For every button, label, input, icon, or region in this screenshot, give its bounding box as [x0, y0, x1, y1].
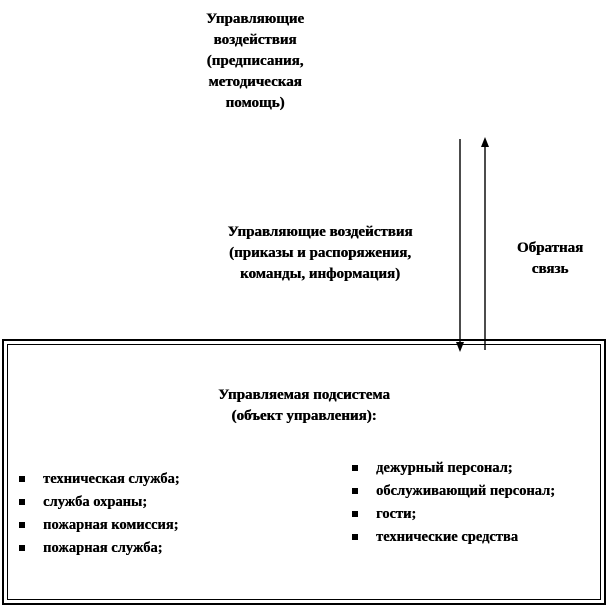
- left-bullet-list: [19, 468, 180, 560]
- list-item-text: дежурный персонал;: [376, 460, 513, 476]
- square-bullet-icon: [352, 465, 358, 471]
- list-item-text: техническая служба;: [43, 471, 180, 487]
- mid-label-line: (приказы и распоряжения,: [228, 245, 411, 261]
- top-label-line: (предписания,: [206, 53, 304, 69]
- list-item: [19, 491, 180, 514]
- list-item: [19, 537, 180, 560]
- list-item-text: пожарная комиссия;: [43, 517, 179, 533]
- square-bullet-icon: [19, 522, 25, 528]
- list-item: [352, 480, 555, 503]
- list-item: [352, 503, 555, 526]
- feedback-label: [500, 238, 600, 280]
- square-bullet-icon: [352, 488, 358, 494]
- feedback-label-line: связь: [531, 261, 569, 277]
- square-bullet-icon: [352, 534, 358, 540]
- list-item-text: технические средства: [376, 529, 518, 545]
- top-label-line: Управляющие: [205, 11, 305, 27]
- mid-label-line: Управляющие воздействия: [227, 224, 413, 240]
- list-item-text: пожарная служба;: [43, 540, 163, 556]
- managed-subsystem-box: [2, 339, 606, 605]
- control-actions-label: [200, 222, 440, 285]
- top-label-line: помощь): [225, 95, 285, 111]
- list-item-text: служба охраны;: [43, 494, 148, 510]
- square-bullet-icon: [19, 499, 25, 505]
- top-control-label: [190, 9, 320, 114]
- subsystem-title-line: (объект управления):: [231, 408, 377, 424]
- subsystem-title: [154, 385, 454, 427]
- top-label-line: воздействия: [213, 32, 297, 48]
- top-label-line: методическая: [208, 74, 302, 90]
- square-bullet-icon: [19, 476, 25, 482]
- feedback-arrow-head: [481, 137, 489, 147]
- square-bullet-icon: [19, 545, 25, 551]
- square-bullet-icon: [352, 511, 358, 517]
- list-item: [352, 457, 555, 480]
- subsystem-title-line: Управляемая подсистема: [218, 387, 390, 403]
- feedback-label-line: Обратная: [516, 240, 584, 256]
- list-item: [19, 468, 180, 491]
- list-item: [19, 514, 180, 537]
- list-item-text: гости;: [376, 506, 417, 522]
- list-item-text: обслуживающий персонал;: [376, 483, 555, 499]
- mid-label-line: команды, информация): [239, 266, 400, 282]
- right-bullet-list: [352, 457, 555, 549]
- list-item: [352, 526, 555, 549]
